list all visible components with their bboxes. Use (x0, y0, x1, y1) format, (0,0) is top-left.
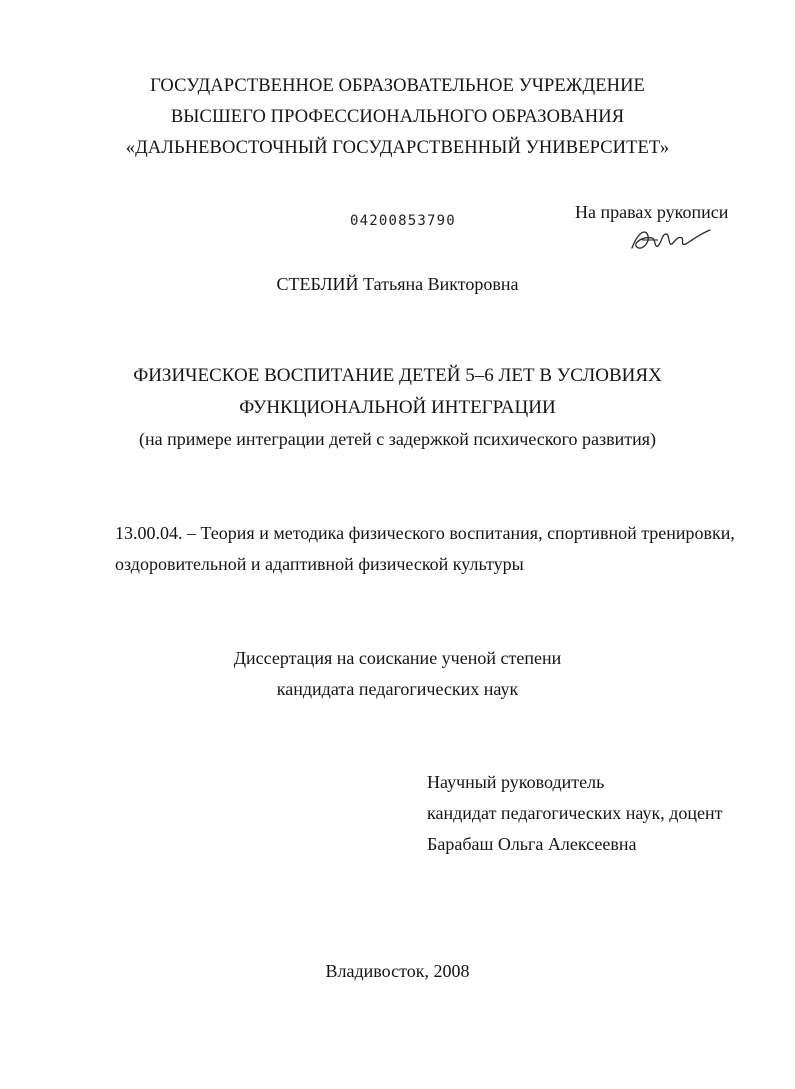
catalog-number: 04200853790 (350, 213, 456, 229)
title-subtitle: (на примере интеграции детей с задержкой психического развития) (138, 429, 657, 449)
institution-line-2: ВЫСШЕГО ПРОФЕССИОНАЛЬНОГО ОБРАЗОВАНИЯ (170, 107, 625, 127)
title-line-1: ФИЗИЧЕСКОЕ ВОСПИТАНИЕ ДЕТЕЙ 5–6 ЛЕТ В УСЛОВИЯХ (133, 365, 662, 386)
supervisor-role: Научный руководитель (427, 772, 605, 792)
specialty-line-2: оздоровительной и адаптивной физической культуры (115, 554, 524, 574)
handwritten-signature (628, 222, 712, 256)
manuscript-note: На правах рукописи (575, 202, 729, 222)
supervisor-name: Барабаш Ольга Алексеевна (427, 834, 637, 854)
institution-line-1: ГОСУДАРСТВЕННОЕ ОБРАЗОВАТЕЛЬНОЕ УЧРЕЖДЕНИЕ (150, 76, 645, 96)
institution-line-3: «ДАЛЬНЕВОСТОЧНЫЙ ГОСУДАРСТВЕННЫЙ УНИВЕРСИТЕТ» (125, 138, 670, 158)
degree-line-1: Диссертация на соискание ученой степени (233, 648, 562, 668)
specialty-line-1: 13.00.04. – Теория и методика физического воспитания, спортивной тренировки, (115, 523, 735, 543)
author-name: СТЕБЛИЙ Татьяна Викторовна (276, 274, 519, 294)
degree-line-2: кандидата педагогических наук (276, 679, 519, 699)
place-year: Владивосток, 2008 (325, 961, 470, 981)
title-line-2: ФУНКЦИОНАЛЬНОЙ ИНТЕГРАЦИИ (239, 397, 556, 418)
supervisor-credentials: кандидат педагогических наук, доцент (427, 803, 723, 823)
